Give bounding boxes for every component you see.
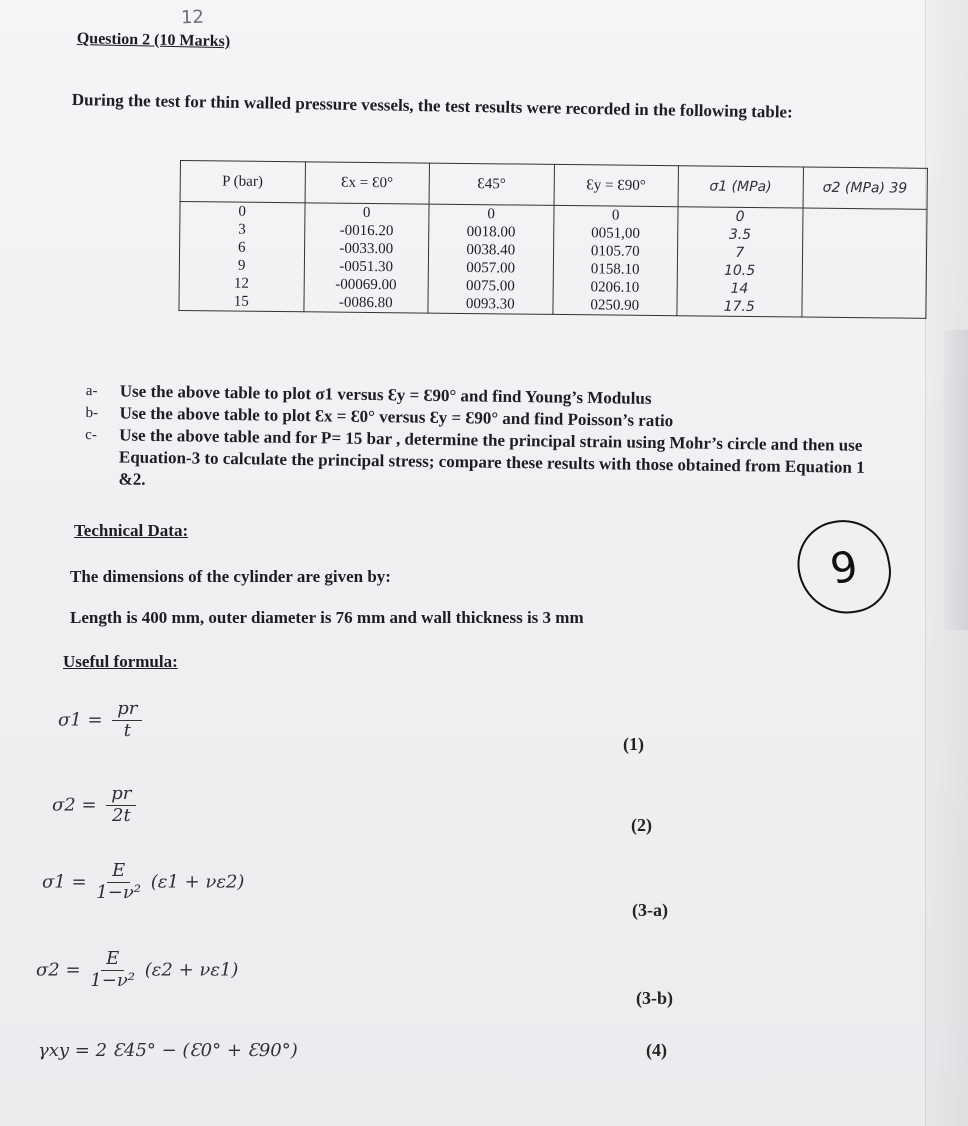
cell-strain-y: 0 bbox=[553, 205, 678, 225]
cell-strain-45: 0057.00 bbox=[428, 259, 553, 278]
cell-sigma1: 14 bbox=[677, 279, 802, 298]
equation-3b bbox=[36, 950, 238, 991]
equation-label-4: (4) bbox=[646, 1040, 667, 1060]
cell-pressure: 12 bbox=[179, 274, 304, 293]
header-sigma2: σ2 (MPa) 39 bbox=[803, 167, 928, 209]
fraction-numerator: pr bbox=[112, 700, 142, 721]
cell-pressure: 9 bbox=[179, 256, 304, 275]
cell-sigma2 bbox=[801, 299, 926, 319]
cell-sigma1: 0 bbox=[678, 207, 803, 227]
cell-strain-y: 0051,00 bbox=[553, 224, 678, 243]
equation-label-3b: (3-b) bbox=[636, 988, 673, 1008]
cell-pressure: 15 bbox=[179, 292, 304, 312]
task-item-c bbox=[84, 424, 875, 501]
equation-label-1: (1) bbox=[623, 734, 644, 754]
fraction-numerator: E bbox=[101, 950, 124, 971]
cell-strain-y: 0250.90 bbox=[552, 296, 677, 316]
cell-pressure: 6 bbox=[179, 238, 304, 257]
cell-sigma2 bbox=[802, 281, 927, 300]
task-marker: b- bbox=[85, 404, 99, 422]
task-list bbox=[84, 380, 875, 501]
cell-strain-x: 0 bbox=[304, 203, 429, 223]
results-table bbox=[178, 160, 928, 319]
cell-sigma2 bbox=[802, 208, 927, 228]
cell-strain-x: -0016.20 bbox=[304, 221, 429, 240]
cell-strain-y: 0105.70 bbox=[553, 242, 678, 261]
equation-lhs: σ1 = bbox=[58, 709, 103, 731]
cell-strain-45: 0018.00 bbox=[429, 223, 554, 242]
task-text: Use the above table to plot σ1 versus Ɛy = Ɛ90° and find Young’s Modulus bbox=[119, 381, 652, 408]
header-pressure: P (bar) bbox=[180, 161, 305, 203]
equation-lhs: σ2 = bbox=[36, 959, 81, 981]
task-marker: a- bbox=[85, 382, 98, 400]
useful-formula-heading: Useful formula: bbox=[63, 652, 178, 671]
cell-pressure: 0 bbox=[180, 202, 305, 222]
task-marker: c- bbox=[85, 426, 97, 444]
cell-sigma1: 17.5 bbox=[677, 297, 802, 317]
equation-fraction bbox=[90, 950, 135, 991]
cell-strain-x: -00069.00 bbox=[304, 275, 429, 294]
cell-strain-y: 0158.10 bbox=[553, 260, 678, 279]
task-text: Use the above table and for P= 15 bar , determine the principal strain using Mohr’s circle and then use Equation-3 to calculate the principal stress; compare these results with those obtained from Equation 1 &2. bbox=[118, 425, 865, 489]
header-strain-y: Ɛy = Ɛ90° bbox=[554, 164, 679, 206]
equation-rhs: (ε2 + νε1) bbox=[144, 959, 239, 981]
score-value: 9 bbox=[826, 540, 862, 594]
task-text: Use the above table to plot Ɛx = Ɛ0° versus Ɛy = Ɛ90° and find Poisson’s ratio bbox=[119, 403, 674, 431]
header-strain-45: Ɛ45° bbox=[429, 163, 554, 205]
equation-4: γxy = 2 Ɛ45° − (Ɛ0° + Ɛ90°) bbox=[38, 1040, 298, 1061]
cell-sigma2 bbox=[802, 245, 927, 264]
equation-rhs: (ε1 + νε2) bbox=[150, 871, 245, 893]
question-title: Question 2 (10 Marks) bbox=[76, 30, 231, 51]
fraction-numerator: E bbox=[107, 862, 130, 883]
page-number: 12 bbox=[180, 6, 205, 29]
fraction-denominator: 1−ν² bbox=[90, 969, 135, 991]
page-edge bbox=[925, 0, 968, 1126]
technical-line-1: The dimensions of the cylinder are given by: bbox=[70, 567, 391, 586]
equation-lhs: σ1 = bbox=[42, 871, 87, 893]
equation-fraction bbox=[96, 862, 141, 903]
fraction-numerator: pr bbox=[106, 785, 136, 806]
equation-3a bbox=[42, 862, 244, 903]
cell-strain-x: -0051.30 bbox=[304, 257, 429, 276]
cell-pressure: 3 bbox=[180, 220, 305, 239]
fraction-denominator: t bbox=[123, 719, 131, 741]
cell-sigma1: 3.5 bbox=[678, 225, 803, 244]
cell-sigma1: 7 bbox=[677, 243, 802, 262]
header-strain-x: Ɛx = Ɛ0° bbox=[305, 162, 430, 204]
technical-data-heading: Technical Data: bbox=[74, 521, 189, 540]
cell-sigma2 bbox=[802, 227, 927, 246]
question-intro: During the test for thin walled pressure vessels, the test results were recorded in the following table: bbox=[71, 89, 793, 122]
cell-strain-45: 0075.00 bbox=[428, 277, 553, 296]
fraction-denominator: 2t bbox=[112, 804, 131, 826]
cell-strain-45: 0093.30 bbox=[428, 295, 553, 315]
technical-line-2: Length is 400 mm, outer diameter is 76 mm and wall thickness is 3 mm bbox=[70, 608, 584, 627]
cell-strain-y: 0206.10 bbox=[553, 278, 678, 297]
cell-strain-x: -0086.80 bbox=[303, 293, 428, 313]
header-sigma1: σ1 (MPa) bbox=[678, 166, 803, 208]
cell-sigma1: 10.5 bbox=[677, 261, 802, 280]
equation-fraction bbox=[106, 785, 136, 826]
cell-sigma2 bbox=[802, 263, 927, 282]
equation-label-2: (2) bbox=[631, 815, 652, 835]
cell-strain-45: 0038.40 bbox=[428, 241, 553, 260]
equation-fraction bbox=[112, 700, 142, 741]
equation-1 bbox=[58, 700, 146, 741]
equation-label-3a: (3-a) bbox=[632, 900, 668, 920]
cell-strain-45: 0 bbox=[429, 204, 554, 224]
cell-strain-x: -0033.00 bbox=[304, 239, 429, 258]
equation-lhs: σ2 = bbox=[52, 794, 97, 816]
fraction-denominator: 1−ν² bbox=[96, 881, 141, 903]
equation-2 bbox=[52, 785, 140, 826]
